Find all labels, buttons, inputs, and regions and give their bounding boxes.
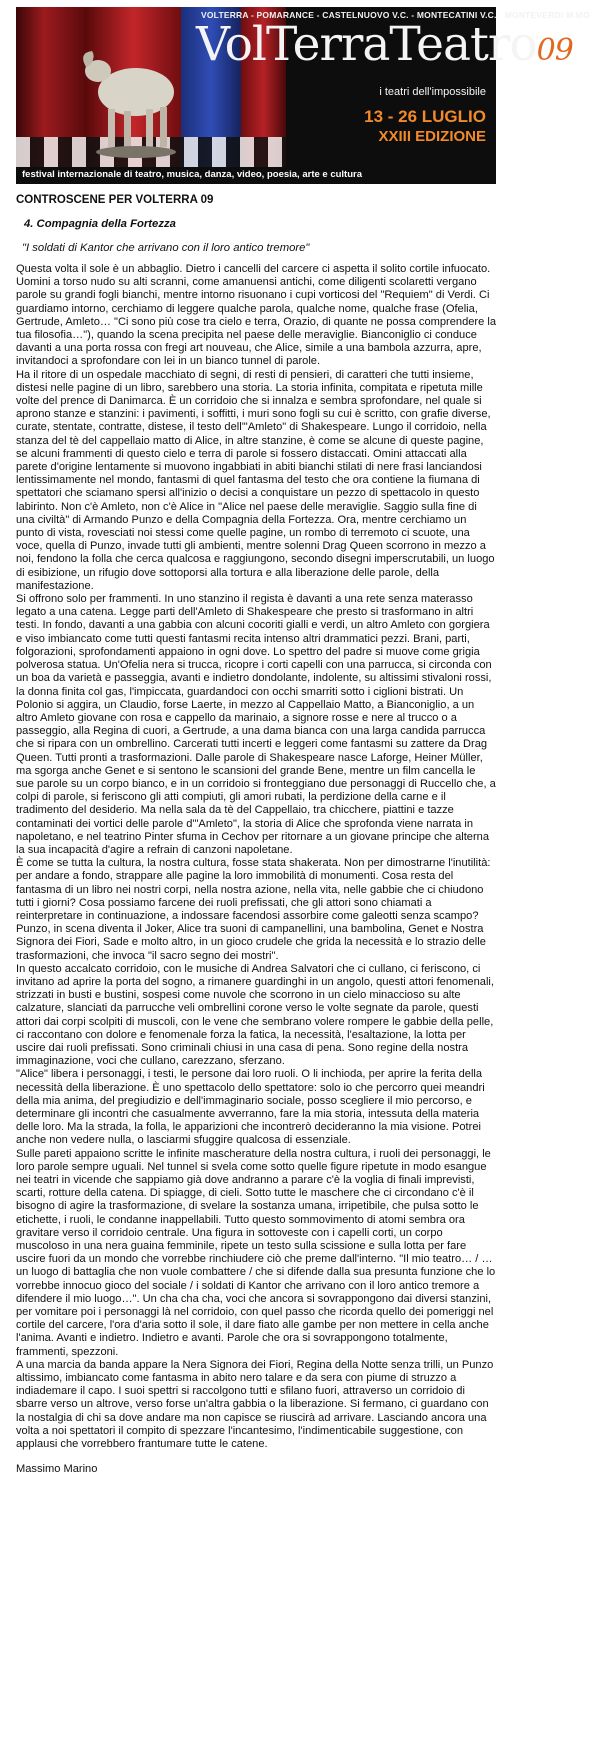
article-paragraph: Punzo, in scena diventa il Joker, Alice tra suoni di campanellini, una bambolina, Genet e Nostra Signora dei Fiori, Sade e molto altro, in un gioco crudele che grida la necessità e lo strazio delle trasformazioni, che invoca "il sacro segno dei mostri".	[16, 923, 486, 962]
article-heading: CONTROSCENE PER VOLTERRA 09	[16, 194, 214, 206]
article-paragraph: Sulle pareti appaiono scritte le infinite mascherature della nostra cultura, i ruoli dei personaggi, le loro parole sempre uguali. Nel tunnel si svela come sotto quelle figure ripetute in modo esangue nei teatri in vicende che sappiamo già dove andranno a parare c'è la voglia di finali imprevisti, scarti, rotture della catena. Di spiagge, di cieli. Sotto tutte le maschere che ci circondano c'è il bisogno di agire la trasformazione, di svelare la sostanza umana, irripetibile, che pulsa sotto le etichette, i ruoli, le condanne inappellabili. Tutto questo sommovimento di atomi sembra ora gravitare verso il corridoio centrale. Una figura in sottoveste con i capelli corti, un corpo muscoloso in una nera guaina femminile, ripete un testo sulla scissione e sulla lotta per fare uscire fuori da un mondo che vorrebbe rinchiudere ciò che preme dall'interno. "Il mio teatro… / …un luogo di battaglia che non vuole combattere / che si difende dalla sua presunta funzione che lo vorrebbe innocuo gioco del sociale / i soldati di Kantor che arrivano con il loro antico tremore a difendere il mio luogo…". Un cha cha cha, voci che ancora si sovrappongono dai diversi stanzini, per vomitare poi i personaggi là nel corridoio, con quel passo che ricorda quello dei pomeriggi nel cortile del carcere, l'ora d'aria sotto il sole, il dare fiato alle gambe per non mettere in cella anche l'anima. Avanti e indietro. Indietro e avanti. Parole che ora si sovrappongono totalmente, frammenti, spezzoni.	[16, 1147, 496, 1358]
article	[16, 194, 496, 1475]
sheep-statue-icon	[76, 37, 186, 162]
article-paragraph: A una marcia da banda appare la Nera Signora dei Fiori, Regina della Notte senza trilli, un Punzo altissimo, imbiancato come fantasma in abito nero talare e da sera con piume di struzzo a indiademare il capo. I suoi spettri si raccolgono tutti e sfilano fuori, attraverso un corridoio di sbarre verso un altrove, verso forse un'altra gabbia o la liberazione. Si fermano, ci guardano con la nostalgia di chi sa dove andare ma non capisce se riuscirà ad arrivare. Lasciando ancora una volta a noi spettatori il compito di spezzare l'incantesimo, l'indimenticabile suggestione, con applausi che vorrebbero frantumare tutte le catene.	[16, 1358, 494, 1451]
festival-edition: XXIII EDIZIONE	[378, 128, 486, 145]
article-paragraph: "Alice" libera i personaggi, i testi, le persone dai loro ruoli. O li inchioda, per aprire la ferita della necessità della liberazione. È uno spettacolo dello spettatore: solo io che percorro quei meandri della mia anima, del pregiudizio e dell'immaginario sociale, posso scegliere il mio percorso, e determinare gli incontri che casualmente avverranno, fare la mia storia, intessuta della materia delle loro. Ma la strada, la folla, le apparizioni che incontrerò decideranno la mia visione. Potrei anche non vedere nulla, o lasciarmi sfuggire qualcosa di essenziale.	[16, 1068, 485, 1147]
logo-year: 09	[536, 33, 573, 68]
article-paragraph: Ha il ritore di un ospedale macchiato di segni, di resti di pensieri, di caratteri che tutti insieme, distesi nelle pagine di un libro, sarebbero una storia. La storia infinita, compitata e ripetuta mille volte del prence di Danimarca. È un corridoio che si innalza e sembra sprofondare, nel quale si aprono stanze e stanzini: i pavimenti, i soffitti, i muri sono fogli su cui è scritto, con grafie diverse, curate, stentate, contratte, distese, il testo dell'"Amleto" di Shakespeare. Lungo il corridoio, nella stanza del tè del cappellaio matto di Alice, in altre stanzine, è come se alcune di queste pagine, se alcuni frammenti di questo cielo e terra di parole si fossero distaccati. Omini attaccati alla parete d'origine lentamente si muovono ingabbiati in abiti bianchi stilati di nere frasi lanciandosi lentissimamente nel mondo, fantasmi di quel fantasma del testo che ora contiene la fiumana di spettatori che sciamano spersi all'inizio o decisi a conquistare un pezzo di spettacolo in questo labirinto. Non c'è Amleto, non c'è Alice in "Alice nel paese delle meraviglie. Saggio sulla fine di una civiltà" di Armando Punzo e della Compagnia della Fortezza. Ora, mentre cerchiamo un punto di vista, rovesciati noi stessi come quelle pagine, un rombo di terremoto ci scuote, una voce, quella di Punzo, invade tutti gli ambienti, mentre solenni Drag Queen scorrono in mezzo a noi, fendono la folla che cerca qualcosa e raggiungono, secondo disegni imperscrutabili, un luogo di esibizione, un rifugio dove sottoporsi alla tortura e alla liberazione delle parole, della manifestazione.	[16, 368, 495, 592]
article-paragraph: È come se tutta la cultura, la nostra cultura, fosse stata shakerata. Non per dimostrarne l'inutilità: per andare a fondo, strappare alle pagine la loro immobilità di monumenti. Cosa resta del fantasma di un libro nei nostri corpi, nella nostra azione, nella vita, nelle gabbie che ci chiudono tutti i giorni? Cosa possiamo farcene dei ruoli prefissati, che gli attori sono chiamati a reinterpretare in continuazione, a indossare facendosi assorbire come galeotti senza scampo?	[16, 857, 491, 922]
festival-tagline: i teatri dell'impossibile	[379, 86, 486, 98]
author-signature: Massimo Marino	[16, 1463, 98, 1476]
host-towns: VOLTERRA - POMARANCE - CASTELNUOVO V.C. - MONTECATINI V.C. - MONTEVERDI M.MO	[201, 10, 590, 20]
festival-description: festival internazionale di teatro, musica, danza, video, poesia, arte e cultura	[22, 169, 362, 180]
festival-dates: 13 - 26 LUGLIO	[364, 107, 486, 126]
show-subtitle: "I soldati di Kantor che arrivano con il loro antico tremore"	[22, 242, 310, 254]
article-paragraph: Si offrono solo per frammenti. In uno stanzino il regista è davanti a una rete senza materasso legato a una catena. Legge parti dell'Amleto di Shakespeare che presto si trasformano in altri testi. In fondo, davanti a una gabbia con alcuni cocoriti gialli e verdi, un altro Amleto con gorgiera e viso imbiancato come tutti questi fantasmi recita intenso altri drammatici pezzi. Brani, parti, folgorazioni, sprofondamenti appaiono in ogni dove. Lo spettro del padre si muove come grigia polverosa statua. Un'Ofelia nera si trucca, ricopre i corti capelli con una parrucca, si circonda con un boa da varietà e passeggia, avanti e indietro dondolante, indolente, su altissimi stivaloni rossi, la donna finita col gas, l'impiccata, guardandoci con occhi smarriti sotto i ciglioni bistrati. Un Polonio si aggira, un Claudio, forse Laerte, in mezzo al Cappellaio Matto, a Bianconiglio, a un altro Amleto giovane con rosa e cappello da marinaio, a signore rosse e nere al trucco o a passeggio, alla Regina di cuori, a Gertrude, a una dama bianca con una larga candida parrucca che si ripara con un ombrellino. Carcerati tutti incerti e leggeri come fantasmi su zattere da Drag Queen. Tutti pronti a trasformazioni. Dalle parole di Shakespeare nasce Laforge, Heiner Müller, ma sgorga anche Genet e si sentono le scansioni del grande Bene, mentre un film cancella le sue parole su un corpo bianco, e in un corridoio si fronteggiano due personaggi di Ruccello che, a colpi di parole, si feriscono gli atti compiuti, gli amori rubati, la perdizione della carne e il tradimento del desiderio. Ma nella sala da tè del Cappellaio, tra chicchere, piattini e tazze contaminati dei vortici delle parole d'"Amleto", la storia di Alice che sprofonda viene narrata in napoletano, e nel teatrino Pinter sfuma in Cechov per ritornare a un giovane principe che alterna la sua incapacità d'agire a refrain di canzoni napoletane.	[16, 593, 496, 856]
company-title: 4. Compagnia della Fortezza	[24, 218, 176, 230]
article-paragraph: In questo accalcato corridoio, con le musiche di Andrea Salvatori che ci cullano, ci feriscono, ci invitano ad aprire la porta del sogno, a rimanere guardinghi in un angolo, questi attori fenomenali, strizzati in busti e bustini, sospesi come nuvole che scorrono in un cielo minaccioso su alte calzature, slanciati da parrucche veli ombrellini corone verso le volte segnate da parole, questi attori dai corpi scolpiti di muscoli, con le vene che sembrano volere rompere le gabbie della pelle, ci raccontano con dolore e fenomenale forza la fatica, la necessità, l'esaltazione, la lotta per uscire dai ruoli prefissati. Sono criminali chiusi in una casa di pena. Sono regine della nostra immaginazione, voci che cullano, carezzano, sferzano.	[16, 962, 494, 1068]
festival-logo	[196, 17, 573, 72]
festival-banner	[16, 7, 590, 184]
article-paragraph: Questa volta il sole è un abbaglio. Dietro i cancelli del carcere ci aspetta il solito cortile infuocato. Uomini a torso nudo su alti scranni, come amanuensi antichi, come diligenti scolaretti vergano parole su grandi fogli bianchi, mentre intorno risuonano i cupi vorticosi del "Requiem" di Verdi. Ci guardiamo intorno, cerchiamo di leggere qualche parola, qualche nome, qualche frase (Ofelia, Gertrude, Amleto… "Ci sono più cose tra cielo e terra, Orazio, di quante ne possa comprendere la tua filosofia…"), quando la scena precipita nel paese delle meraviglie. Bianconiglio ci conduce davanti a una porta rossa con fregi art nouveau, che Alice, simile a una bambola azzurra, apre, invitandoci a sprofondare con lei in un bianco tunnel di parole.	[16, 263, 496, 368]
logo-main: VolTerraTeatro	[196, 17, 537, 72]
